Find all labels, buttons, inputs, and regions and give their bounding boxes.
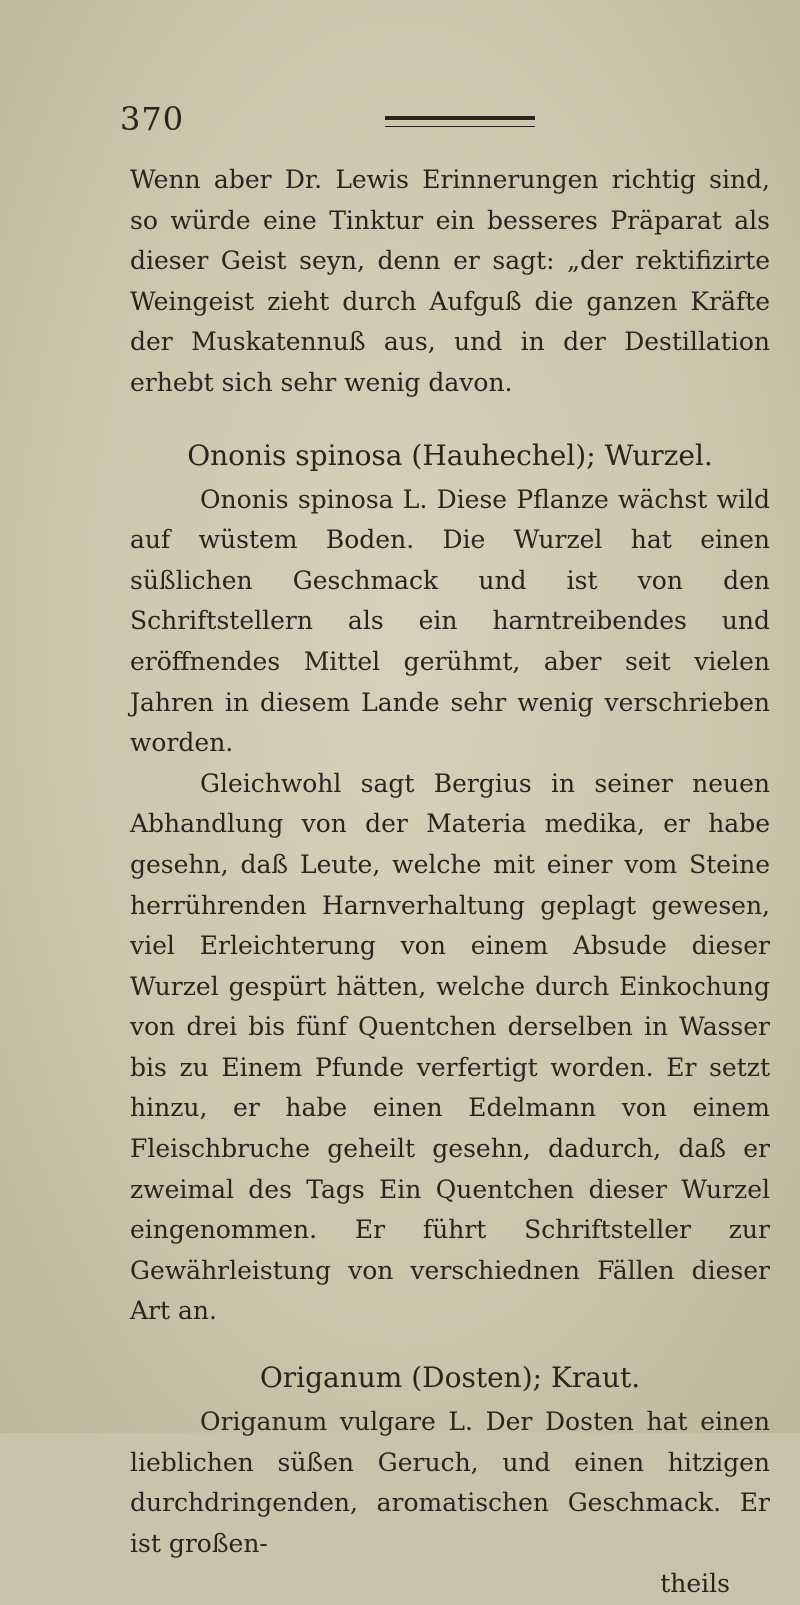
header-rule xyxy=(385,116,535,127)
page-number: 370 xyxy=(120,100,185,138)
origanum-paragraph-1: Origanum vulgare L. Der Dosten hat einen lieblichen süßen Geruch, und einen hitzigen durchdringenden, aromatischen Geschmack. Er ist großen- xyxy=(130,1407,770,1558)
page-body xyxy=(130,160,770,1605)
ononis-paragraph-1: Ononis spinosa L. Diese Pflanze wächst wild auf wüstem Boden. Die Wurzel hat einen süßlichen Geschmack und ist von den Schriftstellern als ein harntreibendes und eröffnendes Mittel gerühmt, aber seit vielen Jahren in diesem Lande sehr wenig verschrieben worden. xyxy=(130,484,770,758)
section-heading-origanum: Origanum (Dosten); Kraut. xyxy=(259,1361,641,1395)
intro-paragraph: Wenn aber Dr. Lewis Erinnerungen richtig sind, so würde eine Tinktur ein besseres Präparat als dieser Geist seyn, denn er sagt: „der rektifizirte Weingeist zieht durch Aufguß die ganzen Kräfte der Muskatennuß aus, und in der Destillation erhebt sich sehr wenig davon. xyxy=(130,165,770,397)
page-header xyxy=(120,100,720,140)
catchword: theils xyxy=(660,1569,730,1599)
ononis-paragraph-2: Gleichwohl sagt Bergius in seiner neuen Abhandlung von der Materia medika, er habe gesehn, daß Leute, welche mit einer vom Steine herrührenden Harnverhaltung geplagt gewesen, viel Erleichterung von einem Absude dieser Wurzel gespürt hätten, welche durch Einkochung von drei bis fünf Quentchen derselben in Wasser bis zu Einem Pfunde verfertigt worden. Er setzt hinzu, er habe einen Edelmann von einem Fleischbruche geheilt gesehn, dadurch, daß er zweimal des Tags Ein Quentchen dieser Wurzel eingenommen. Er führt Schriftsteller zur Gewährleistung von verschiednen Fällen dieser Art an. xyxy=(130,768,770,1326)
section-heading-ononis: Ononis spinosa (Hauhechel); Wurzel. xyxy=(187,438,713,472)
